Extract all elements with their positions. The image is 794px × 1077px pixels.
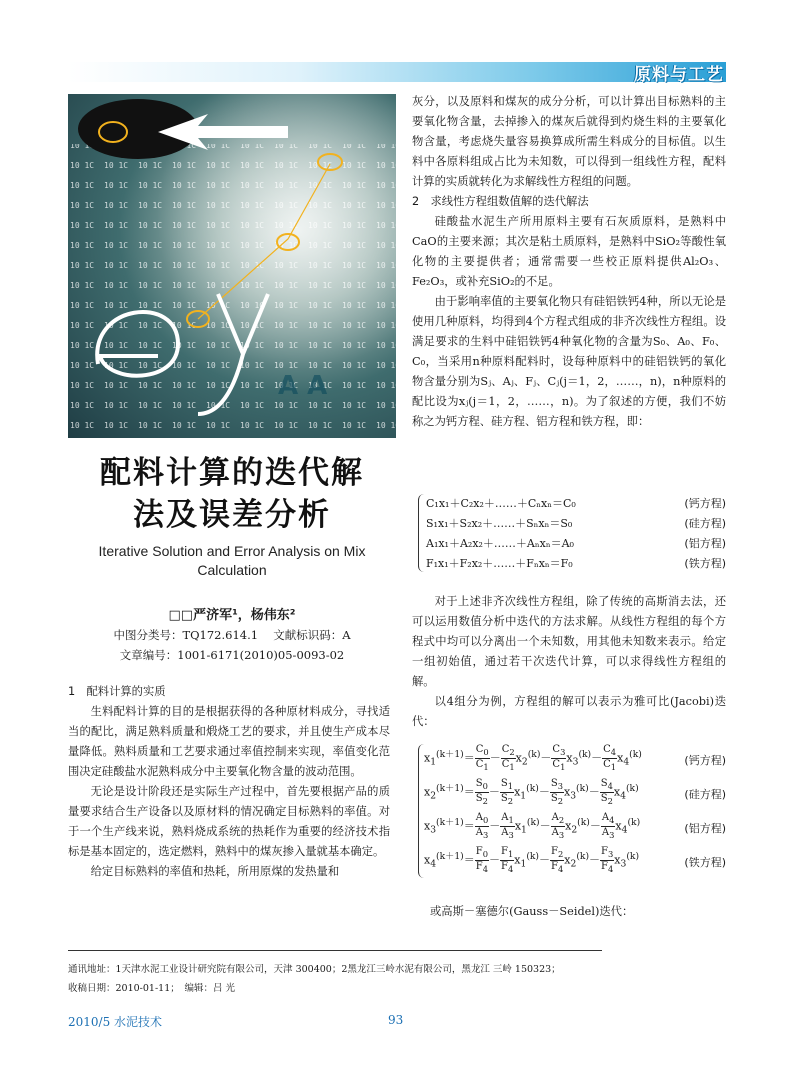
equation-si: S₁x₁＋S₂x₂＋……＋Sₙxₙ＝S₀ <box>426 517 573 530</box>
paragraph: 无论是设计阶段还是实际生产过程中，首先要根据产品的质量要求结合生产设备以及原材料的情况确定目标熟料的率值。对于一个生产线来说，熟料烧成系统的热耗作为重要的经济技术指标是基本固定的，选定燃料，熟料中的煤灰掺入量就基本确定。 <box>68 785 390 858</box>
binary-overlay-graphic <box>68 94 396 438</box>
jacobi-x2: $x_2^{(k+1)}=$ $\frac{S_0}{S_2}$ － $\frac{S_1}{S_2}$ $x_1^{(k)}-$ $\frac{S_3}{S_2}$ $x_3^{(k)}-$ $\frac{S_4}{S_2}$ $x_4^{(k)}$ <box>424 778 639 806</box>
article-title-cn <box>68 452 396 536</box>
section-heading-1: 1 配料计算的实质 <box>68 685 166 698</box>
tag-ca: (钙方程) <box>684 754 726 767</box>
equation-ca: C₁x₁＋C₂x₂＋……＋Cₙxₙ＝C₀ <box>426 497 576 510</box>
jacobi-tags <box>672 752 726 888</box>
jacobi-x4: $x_4^{(k+1)}=$ $\frac{F_0}{F_4}$ － $\frac{F_1}{F_4}$ $x_1^{(k)}-$ $\frac{F_2}{F_4}$ $x_2^{(k)}-$ $\frac{F_3}{F_4}$ $x_3^{(k)}$ <box>424 846 640 874</box>
classification-code: 中图分类号：TQ172.614.1 文献标识码：A <box>113 628 351 642</box>
paragraph: 以4组分为例，方程组的解可以表示为雅可比(Jacobi)迭代： <box>412 695 726 728</box>
tag-ca: (钙方程) <box>684 497 726 510</box>
tag-al: (铝方程) <box>684 822 726 835</box>
paragraph: 对于上述非齐次线性方程组，除了传统的高斯消去法，还可以运用数值分析中迭代的方法求解。从线性方程组的每个方程式中均可以分离出一个未知数，用其他未知数来表示。给定一组初始值，通过若干次迭代计算，可以求得线性方程组的解。 <box>412 595 726 688</box>
footnote-address: 通讯地址：1天津水泥工业设计研究院有限公司，天津 300400；2黑龙江三岭水泥有限公司，黑龙江 三岭 150323； <box>68 964 561 975</box>
article-title-en <box>68 542 396 580</box>
footnote-received: 收稿日期：2010-01-11； 编辑：吕 光 <box>68 983 236 994</box>
tag-al: (铝方程) <box>684 537 726 550</box>
tag-si: (硅方程) <box>684 788 726 801</box>
equation-fe: F₁x₁＋F₂x₂＋……＋Fₙxₙ＝F₀ <box>426 557 573 570</box>
journal-footer: 2010/5 水泥技术 <box>68 1015 163 1029</box>
svg-text:A A: A A <box>278 371 328 401</box>
right-column-upper <box>412 92 726 432</box>
en-title-line-1: Iterative Solution and Error Analysis on Mix <box>98 543 366 559</box>
section-title: 原料与工艺 <box>634 65 724 85</box>
equation-tags <box>672 494 726 574</box>
header-band <box>68 62 726 82</box>
linear-system <box>426 494 576 574</box>
authors: □□严济军¹，杨伟东² <box>168 608 296 623</box>
cover-illustration <box>68 94 396 438</box>
paragraph: 灰分，以及原料和煤灰的成分分析，可以计算出目标熟料的主要氧化物含量，去掉掺入的煤灰后就得到灼烧生料的主要氧化物含量，考虑烧失量容易换算成所需生料成分的目标值。以生料中各原料组成占比为未知数，可以得到一组线性方程，配料计算的实质就转化为求解线性方程组的问题。 <box>412 95 726 188</box>
page-number: 93 <box>388 1013 404 1027</box>
paragraph: 生料配料计算的目的是根据获得的各种原材料成分，寻找适当的配比，满足熟料质量和煅烧工艺的要求，并且使生产成本尽量降低。熟料质量和工艺要求通过率值控制来实现，率值变化范围决定硅酸盐水泥熟料成分中主要氧化物含量的波动范围。 <box>68 705 390 778</box>
title-line-2: 法及误差分析 <box>133 497 331 533</box>
right-column-middle <box>412 592 726 732</box>
article-number: 文章编号：1001-6171(2010)05-0093-02 <box>119 648 345 662</box>
title-line-1: 配料计算的迭代解 <box>100 455 364 491</box>
jacobi-x1: $x_1^{(k+1)}=$ $\frac{C_0}{C_1}$ － $\frac{C_2}{C_1}$ $x_2^{(k)}-$ $\frac{C_3}{C_1}$ $x_3^{(k)}-$ $\frac{C_4}{C_1}$ $x_4^{(k)}$ <box>424 744 642 772</box>
section-heading-2: 2 求线性方程组数值解的迭代解法 <box>412 195 589 208</box>
paragraph: 由于影响率值的主要氧化物只有硅铝铁钙4种，所以无论是使用几种原料，均得到4个方程式组成的非齐次线性方程组。设满足要求的生料中硅铝铁钙4种氧化物的含量为S₀、A₀、F₀、C₀，当采用n种原料配料时，设每种原料中的硅铝铁钙的氧化物含量分别为Sⱼ、Aⱼ、Fⱼ、Cⱼ(j＝1，2，……，n)，n种原料的配比设为xⱼ(j＝1，2，……，n)。为了叙述的方便，我们不妨称之为钙方程、硅方程、铝方程和铁方程，即： <box>412 295 726 428</box>
gauss-seidel-intro: 或高斯－塞德尔(Gauss－Seidel)迭代： <box>430 905 634 918</box>
tag-fe: (铁方程) <box>684 557 726 570</box>
paragraph: 给定目标熟料的率值和热耗，所用原煤的发热量和 <box>90 865 340 878</box>
tag-si: (硅方程) <box>684 517 726 530</box>
tag-fe: (铁方程) <box>684 856 726 869</box>
left-column <box>68 682 390 882</box>
equation-al: A₁x₁＋A₂x₂＋……＋Aₙxₙ＝A₀ <box>426 537 574 550</box>
jacobi-system <box>424 744 642 880</box>
footnote-divider <box>68 950 602 951</box>
paragraph: 硅酸盐水泥生产所用原料主要有石灰质原料，是熟料中CaO的主要来源；其次是粘土质原料，是熟料中SiO₂等酸性氧化物的主要提供者；通常需要一些校正原料提供Al₂O₃、Fe₂O₃，或补充SiO₂的不足。 <box>412 215 726 288</box>
jacobi-x3: $x_3^{(k+1)}=$ $\frac{A_0}{A_3}$ － $\frac{A_1}{A_3}$ $x_1^{(k)}-$ $\frac{A_2}{A_3}$ $x_2^{(k)}-$ $\frac{A_4}{A_3}$ $x_4^{(k)}$ <box>424 812 641 840</box>
en-title-line-2: Calculation <box>197 562 267 578</box>
